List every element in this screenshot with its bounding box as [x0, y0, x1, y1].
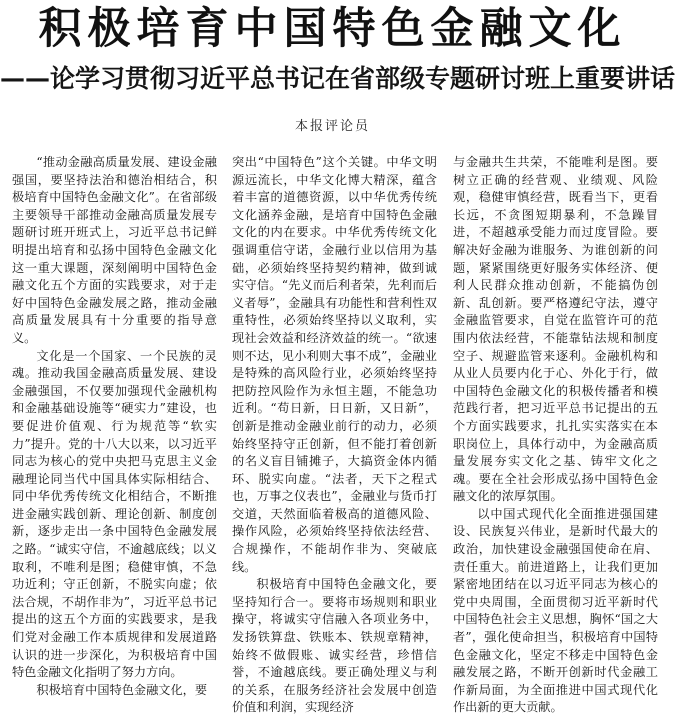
paragraph: 以中国式现代化全面推进强国建设、民族复兴伟业，是新时代最大的政治，加快建设金融强国使命在肩、责任重大。前进道路上，让我们更加紧密地团结在以习近平同志为核心的党中央周围，全面贯彻习近平新时代中国特色社会主义思想，胸怀“国之大者”，强化使命担当，积极培育中国特色金融文化，坚定不移走中国特色金融发展之路，不断开创新时代金融工作新局面，为全面推进中国式现代化作出新的更大贡献。 — [453, 506, 658, 715]
paragraph: 积极培育中国特色金融文化，要 — [36, 682, 208, 697]
column-1 — [12, 154, 217, 697]
subtitle: ——论学习贯彻习近平总书记在省部级专题研讨班上重要讲话 — [0, 64, 675, 93]
paragraph: 与金融共生共荣，不能唯利是图。要树立正确的经营观、业绩观、风险观，稳健审慎经营，既看当下，更看长远，不贪图短期暴利，不急躁冒进，不超越承受能力而过度冒险。要解决好金融为谁服务、为谁创新的问题，紧紧围绕更好服务实体经济、便利人民群众推动创新，不能搞伪创新、乱创新。要严格遵纪守法，遵守金融监管要求，自觉在监管许可的范围内依法经营，不能靠钻法规和制度空子、规避监管来逐利。金融机构和从业人员要内化于心、外化于行，做中国特色金融文化的积极传播者和模范践行者，把习近平总书记提出的五个方面实践要求，扎扎实实落实在本职岗位上，具体行动中，为金融高质量发展夯实文化之基、铸牢文化之魂。要在全社会形成弘扬中国特色金融文化的浓厚氛围。 — [453, 155, 658, 504]
paragraph: “推动金融高质量发展、建设金融强国，要坚持法治和德治相结合，积极培育中国特色金融文化”。在省部级主要领导干部推动金融高质量发展专题研讨班开班式上，习近平总书记鲜明提出培育和弘扬中国特色金融文化这一重大课题，深刻阐明中国特色金融文化五个方面的实践要求，对于走好中国特色金融发展之路，推动金融高质量发展具有十分重要的指导意义。 — [12, 155, 217, 345]
column-3 — [453, 154, 658, 715]
article-body — [12, 154, 658, 715]
paragraph: 文化是一个国家、一个民族的灵魂。推动我国金融高质量发展、建设金融强国，不仅要加强现代金融机构和金融基础设施等“硬实力”建设，也要促进价值观、行为规范等“软实力”提升。党的十八大以来，以习近平同志为核心的党中央把马克思主义金融理论同当代中国具体实际相结合、同中华优秀传统文化相结合，不断推进金融实践创新、理论创新、制度创新，逐步走出一条中国特色金融发展之路。“诚实守信，不逾越底线；以义取利，不唯利是图；稳健审慎，不急功近利；守正创新，不脱实向虚；依法合规，不胡作非为”，习近平总书记提出的这五个方面的实践要求，是我们党对金融工作本质规律和发展道路认识的进一步深化，为积极培育中国特色金融文化指明了努力方向。 — [12, 348, 217, 680]
headline: 积极培育中国特色金融文化 — [38, 4, 627, 54]
paragraph: 突出“中国特色”这个关键。中华文明源远流长，中华文化博大精深，蕴含着丰富的道德资源，以中华优秀传统文化涵养金融，是培育中国特色金融文化的内在要求。中华优秀传统文化强调重信守诺，金融行业以信用为基础，必须始终坚持契约精神，做到诚实守信。“先义而后利者荣，先利而后义者辱”，金融具有功能性和营利性双重特性，必须始终坚持以义取利，实现社会效益和经济效益的统一。“欲速则不达，见小利则大事不成”，金融业是特殊的高风险行业，必须始终坚持把防控风险作为永恒主题，不能急功近利。“苟日新，日日新，又日新”，创新是推动金融业前行的动力，必须始终坚持守正创新，但不能打着创新的名义盲目铺摊子，大搞资金体内循环、脱实向虚。“法者，天下之程式也，万事之仪表也”，金融业与货币打交道，天然面临着极高的道德风险、操作风险，必须始终坚持依法经营、合规操作，不能胡作非为、突破底线。 — [232, 155, 437, 574]
column-2 — [232, 154, 437, 715]
paragraph: 积极培育中国特色金融文化，要坚持知行合一。要将市场规则和职业操守，将诚实守信融入各项业务中，发扬铁算盘、铁账本、铁规章精神，始终不做假账、诚实经营，珍惜信誉，不逾越底线。要正确处理义与利的关系，在服务经济社会发展中创造价值和利润，实现经济 — [232, 577, 437, 715]
byline: 本报评论员 — [294, 119, 370, 134]
